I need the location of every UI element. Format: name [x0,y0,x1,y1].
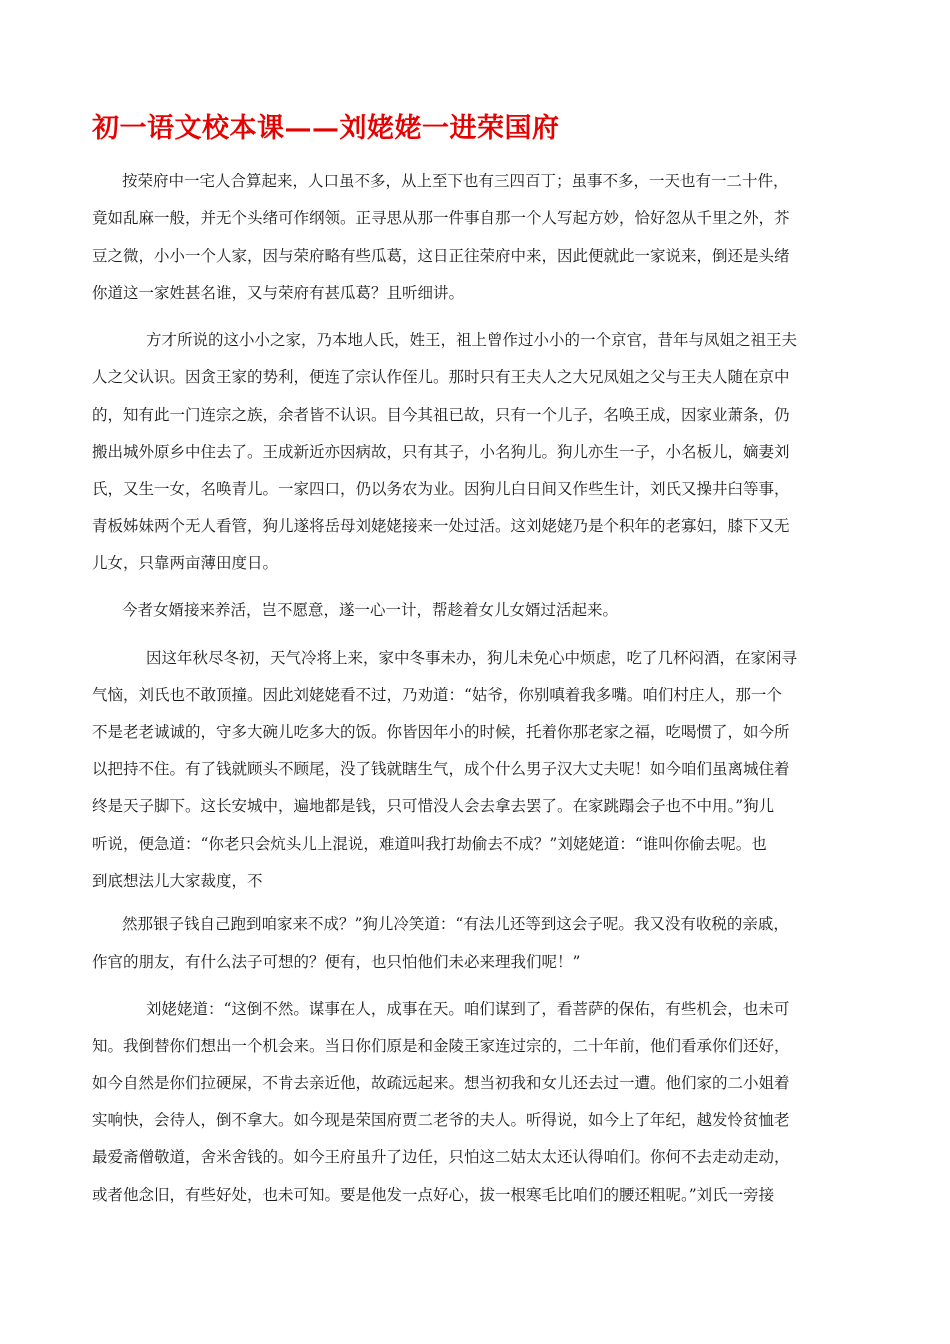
text-line: 人之父认识。因贪王家的势利，便连了宗认作侄儿。那时只有王夫人之大兄凤姐之父与王夫人随在京中 [92,368,790,386]
text-line: 最爱斋僧敬道，舍米舍钱的。如今王府虽升了边任，只怕这二姑太太还认得咱们。你何不去走动走动， [92,1148,790,1166]
text-line: 刘姥姥道：“这倒不然。谋事在人，成事在天。咱们谋到了，看菩萨的保佑，有些机会，也未可 [146,1000,790,1018]
text-line: 你道这一家姓甚名谁，又与荣府有甚瓜葛？且听细讲。 [92,284,465,302]
text-line: 气恼，刘氏也不敢顶撞。因此刘姥姥看不过，乃劝道：“姑爷，你别嗔着我多嘴。咱们村庄人，那一个 [92,686,782,704]
text-line: 以把持不住。有了钱就顾头不顾尾，没了钱就瞎生气，成个什么男子汉大丈夫呢！如今咱们虽离城住着 [92,760,790,778]
text-line: 青板姊妹两个无人看管，狗儿遂将岳母刘姥姥接来一处过活。这刘姥姥乃是个积年的老寡妇，膝下又无 [92,517,790,535]
text-line: 方才所说的这小小之家，乃本地人氏，姓王，祖上曾作过小小的一个京官，昔年与凤姐之祖王夫 [146,331,798,349]
text-line: 然那银子钱自己跑到咱家来不成？”狗儿冷笑道：“有法儿还等到这会子呢。我又没有收税的亲戚， [122,915,789,933]
text-line: 知。我倒替你们想出一个机会来。当日你们原是和金陵王家连过宗的，二十年前，他们看承你们还好， [92,1037,790,1055]
text-line: 豆之微，小小一个人家，因与荣府略有些瓜葛，这日正往荣府中来，因此便就此一家说来，倒还是头绪 [92,247,790,265]
document-title: 初一语文校本课——刘姥姥一进荣国府 [92,113,560,144]
text-line: 如今自然是你们拉硬屎，不肯去亲近他，故疏远起来。想当初我和女儿还去过一遭。他们家的二小姐着 [92,1074,790,1092]
text-line: 作官的朋友，有什么法子可想的？便有，也只怕他们未必来理我们呢！” [92,953,581,971]
text-line: 实响快，会待人，倒不拿大。如今现是荣国府贾二老爷的夫人。听得说，如今上了年纪，越发怜贫恤老 [92,1111,790,1129]
text-line: 氏，又生一女，名唤青儿。一家四口，仍以务农为业。因狗儿白日间又作些生计，刘氏又操井臼等事， [92,480,790,498]
text-line: 竟如乱麻一般，并无个头绪可作纲领。正寻思从那一件事自那一个人写起方妙，恰好忽从千里之外，芥 [92,209,790,227]
text-line: 的，知有此一门连宗之族，余者皆不认识。目今其祖已故，只有一个儿子，名唤王成，因家业萧条，仍 [92,406,790,424]
text-line: 按荣府中一宅人合算起来，人口虽不多，从上至下也有三四百丁；虽事不多，一天也有一二十件， [122,172,789,190]
text-line: 到底想法儿大家裁度，不 [92,872,263,890]
text-line: 今者女婿接来养活，岂不愿意，遂一心一计，帮趁着女儿女婿过活起来。 [122,601,619,619]
text-line: 搬出城外原乡中住去了。王成新近亦因病故，只有其子，小名狗儿。狗儿亦生一子，小名板儿，嫡妻刘 [92,443,790,461]
text-line: 儿女，只靠两亩薄田度日。 [92,554,279,572]
text-line: 或者他念旧，有些好处，也未可知。要是他发一点好心，拔一根寒毛比咱们的腰还粗呢。”刘氏一旁接 [92,1186,775,1204]
text-line: 因这年秋尽冬初，天气冷将上来，家中冬事未办，狗儿未免心中烦虑，吃了几杯闷酒，在家闲寻 [146,649,798,667]
text-line: 不是老老诚诚的，守多大碗儿吃多大的饭。你皆因年小的时候，托着你那老家之福，吃喝惯了，如今所 [92,723,790,741]
text-line: 听说，便急道：“你老只会炕头儿上混说，难道叫我打劫偷去不成？”刘姥姥道：“谁叫你偷去呢。也 [92,835,767,853]
text-line: 终是天子脚下。这长安城中，遍地都是钱，只可惜没人会去拿去罢了。在家跳蹋会子也不中用。”狗儿 [92,797,775,815]
